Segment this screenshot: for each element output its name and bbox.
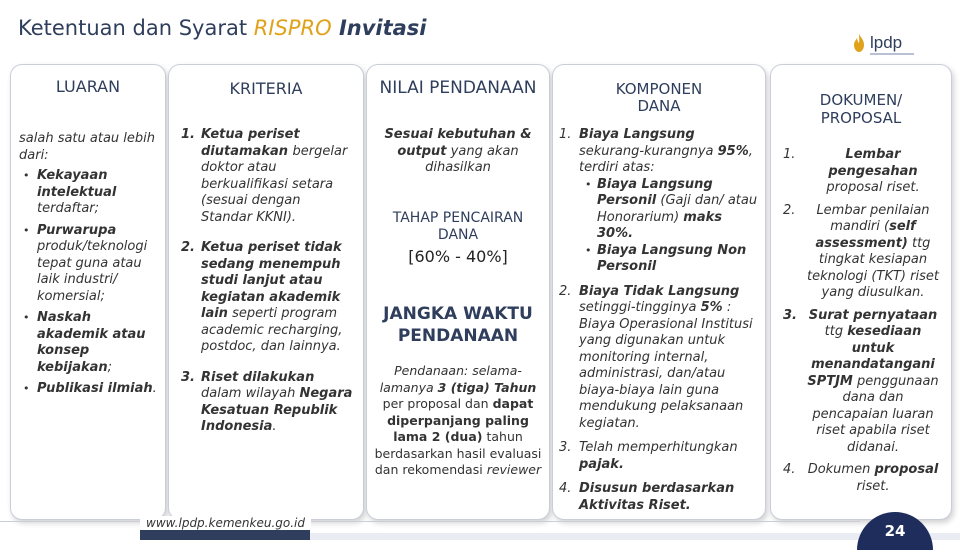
jangka-title: JANGKA WAKTU PENDANAAN [383,304,533,346]
kriteria-panel [168,64,364,520]
nilai-heading: NILAI PENDANAAN [379,78,537,98]
nilai-desc: Sesuai kebutuhan & output yang akan dihasilkan [384,127,532,175]
dokumen-list [783,147,943,509]
footer-accent-bar [140,530,310,540]
list-item: 1. Lembar pengesahan proposal riset. [783,147,920,195]
page-title [18,16,427,40]
list-item: 3. Surat pernyataan ttg kesediaan untuk menandatangani SPTJM penggunaan dana dan pencapaian luaran riset apabila riset didanai. [783,307,939,455]
luaran-list [19,168,161,398]
komponen-dana-panel [552,64,766,520]
list-item: 4. Dokumen proposal riset. [783,462,939,494]
list-item: 4. Disusun berdasarkan Aktivitas Riset. [559,481,735,513]
dokumen-proposal-panel [770,64,952,520]
komponen-heading: KOMPONEN DANA [615,80,703,115]
luaran-panel [10,64,166,520]
footer-url[interactable]: www.lpdp.kemenkeu.go.id [140,516,311,530]
jangka-desc: Pendanaan: selama-lamanya 3 (tiga) Tahun per proposal dan dapat diperpanjang paling lama 2 (dua) tahun berdasarkan hasil evaluasi dan rekomendasi reviewer [374,363,542,477]
list-item: • Naskah akademik atau konsep kebijakan; [19,310,161,376]
list-item: • Publikasi ilmiah. [19,381,161,398]
komponen-list [559,127,759,528]
list-item: 3. Riset dilakukan dalam wilayah Negara Kesatuan Republik Indonesia. [181,369,353,434]
sub-list-item: • Biaya Langsung Non Personil [583,243,759,276]
lpdp-logo [852,34,912,58]
list-item: 3. Telah memperhitungkan pajak. [559,440,738,472]
kriteria-heading: KRITERIA [229,79,303,98]
list-item: 2. Ketua periset tidak sedang menempuh studi lanjut atau kegiatan akademik lain seperti program academic recharging, postdoc, dan lainnya. [181,240,343,354]
logo-text: lpdp [870,33,903,52]
title-prefix: Ketentuan dan Syarat [18,16,254,40]
nilai-pendanaan-panel [366,64,550,520]
tahap-title: TAHAP PENCAIRAN DANA [392,210,524,243]
komponen-sublist [579,177,759,276]
list-item: 1. Biaya Langsung sekurang-kurangnya 95%, terdiri atas: • Biaya Langsung Personil (Gaji dan/ atau Honorarium) maks 30%. • Biaya Langsung Non Personil [559,127,759,276]
tahap-value: [60% - 40%] [408,247,508,266]
luaran-body [19,131,161,403]
list-item: 2. Lembar penilaian mandiri (self assessment) ttg tingkat kesiapan teknologi (TKT) riset yang diusulkan. [783,202,939,300]
title-highlight-invitasi: Invitasi [331,16,427,40]
page-number: 24 [857,512,933,550]
list-item: 2. Biaya Tidak Langsung setinggi-tingginya 5% : Biaya Operasional Institusi yang digunakan untuk monitoring internal, administrasi, dan/atau biaya-biaya lain guna mendukung pelaksanaan kegiatan. [559,283,753,431]
footer-divider [0,521,860,522]
title-highlight-rispro: RISPRO [253,16,332,40]
list-item: • Kekayaan intelektual terdaftar; [19,168,161,218]
luaran-intro: salah satu atau lebih dari: [19,131,156,163]
list-item: • Purwarupa produk/teknologi tepat guna atau laik industri/ komersial; [19,223,161,306]
kriteria-list [181,127,353,450]
logo-tagline [870,53,914,55]
lpdp-flame-icon [852,34,866,52]
sub-list-item: • Biaya Langsung Personil (Gaji dan/ atau Honorarium) maks 30%. [583,177,759,243]
luaran-heading: LUARAN [55,77,121,96]
list-item: 1. Ketua periset diutamakan bergelar doktor atau berkualifikasi setara (sesuai dengan Standar KKNI). [181,127,348,225]
dokumen-heading: DOKUMEN/ PROPOSAL [819,91,903,127]
